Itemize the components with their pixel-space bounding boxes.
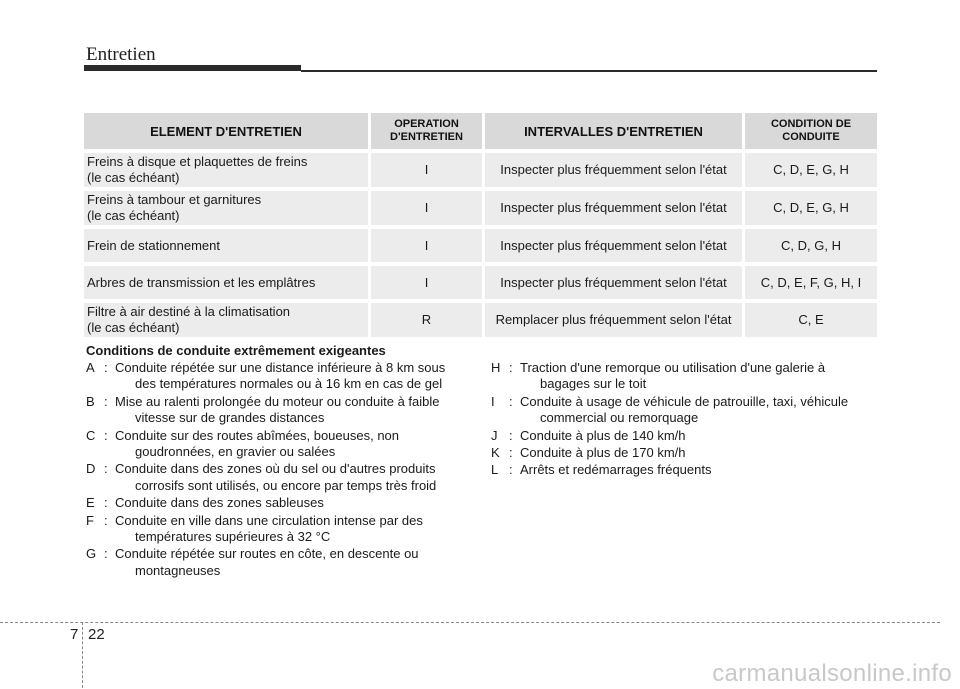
condition-line2: goudronnées, en gravier ou salées [135,444,336,460]
condition-item [86,495,491,511]
condition-colon: : [104,360,108,375]
table-row [84,262,877,299]
condition-text [115,360,491,393]
condition-item [491,394,881,427]
cell-element-line2: (le cas échéant) [87,320,180,335]
cell-element [84,149,371,187]
header-operation [371,113,485,149]
cell-element [84,299,371,337]
condition-letter: E [86,495,95,511]
condition-colon: : [104,495,108,511]
condition-colon: : [509,393,513,409]
header-bar-thick [84,65,301,71]
cell-condition: C, D, E, F, G, H, I [745,262,877,299]
cell-element-line2: (le cas échéant) [87,170,180,185]
condition-line2: températures supérieures à 32 °C [135,529,331,545]
header-element: ELEMENT D'ENTRETIEN [84,113,371,149]
condition-colon: : [509,427,513,443]
condition-letter: L [491,462,499,478]
cell-operation: R [371,299,485,337]
conditions-left-column [86,360,491,580]
cell-interval: Inspecter plus fréquemment selon l'état [485,187,745,225]
cell-operation: I [371,225,485,262]
condition-colon: : [509,462,513,478]
condition-text [115,513,491,546]
condition-letter: G [86,546,97,562]
condition-letter: K [491,445,500,461]
condition-line1: Conduite répétée sur une distance inférieure à 8 km sous [115,360,446,375]
condition-item [86,394,491,427]
condition-line2: commercial ou remorquage [540,410,699,426]
condition-item [86,360,491,393]
condition-item [491,360,881,393]
cell-operation: I [371,187,485,225]
condition-colon: : [104,512,108,528]
condition-line2: corrosifs sont utilisés, ou encore par temps très froid [135,477,437,493]
condition-line1: Mise au ralenti prolongée du moteur ou conduite à faible [115,393,440,409]
condition-line2: vitesse sur de grandes distances [135,410,325,426]
cell-element-line1: Freins à disque et plaquettes de freins [87,154,308,169]
condition-item [86,428,491,461]
condition-line1: Conduite dans des zones où du sel ou d'autres produits [115,461,436,477]
conditions-right-column [491,360,881,480]
table-row [84,299,877,337]
condition-letter: I [491,393,495,409]
condition-line1: Conduite à plus de 170 km/h [520,445,686,461]
cell-interval: Remplacer plus fréquemment selon l'état [485,299,745,337]
table-row [84,149,877,187]
cell-element-line1: Freins à tambour et garnitures [87,192,262,207]
cell-element-line2: (le cas échéant) [87,208,180,223]
header-condition-line1: CONDITION DE [770,118,852,130]
condition-text [115,495,491,511]
cell-operation: I [371,149,485,187]
condition-item [86,546,491,579]
chapter-number: 7 [70,626,79,643]
cell-condition: C, D, G, H [745,225,877,262]
footer-dashed-divider [82,622,83,688]
condition-letter: B [86,393,95,409]
cell-element [84,262,371,299]
page-number: 22 [88,626,105,643]
cell-condition: C, E [745,299,877,337]
condition-text [520,394,881,427]
condition-line2: bagages sur le toit [540,376,647,392]
condition-colon: : [509,360,513,375]
page-header-title: Entretien [86,44,156,65]
condition-letter: A [86,360,95,375]
condition-item [491,462,881,478]
condition-item [86,461,491,494]
condition-colon: : [104,427,108,443]
cell-element-line1: Filtre à air destiné à la climatisation [87,304,291,319]
condition-item [491,445,881,461]
header-bar-thin [301,70,877,72]
condition-text [520,462,881,478]
condition-colon: : [104,546,108,562]
condition-text [115,394,491,427]
condition-line1: Conduite en ville dans une circulation intense par des [115,512,423,528]
condition-letter: H [491,360,501,375]
header-operation-line1: OPERATION [394,118,459,130]
condition-line2: des températures normales ou à 16 km en cas de gel [135,376,443,392]
cell-condition: C, D, E, G, H [745,187,877,225]
cell-element-line1: Arbres de transmission et les emplâtres [87,274,316,290]
condition-letter: J [491,427,498,443]
header-condition [745,113,877,149]
table-row [84,225,877,262]
cell-interval: Inspecter plus fréquemment selon l'état [485,225,745,262]
conditions-title: Conditions de conduite extrêmement exigeantes [86,343,386,358]
condition-colon: : [509,445,513,461]
condition-line1: Conduite dans des zones sableuses [115,495,324,511]
condition-text [520,445,881,461]
condition-text [115,546,491,579]
condition-line1: Conduite répétée sur routes en côte, en descente ou [115,546,419,562]
table-row [84,187,877,225]
condition-line1: Traction d'une remorque ou utilisation d'une galerie à [520,360,826,375]
cell-element-line1: Frein de stationnement [87,237,220,253]
condition-line1: Conduite à plus de 140 km/h [520,427,686,443]
condition-item [491,428,881,444]
condition-line1: Conduite sur des routes abîmées, boueuses, non [115,427,400,443]
condition-text [520,428,881,444]
condition-line2: montagneuses [135,562,221,578]
condition-letter: D [86,461,96,477]
cell-interval: Inspecter plus fréquemment selon l'état [485,149,745,187]
header-condition-line2: CONDUITE [782,131,840,143]
cell-element [84,187,371,225]
condition-letter: C [86,427,96,443]
condition-line1: Arrêts et redémarrages fréquents [520,462,712,478]
cell-element [84,225,371,262]
maintenance-table [84,113,877,337]
condition-item [86,513,491,546]
cell-interval: Inspecter plus fréquemment selon l'état [485,262,745,299]
condition-text [115,461,491,494]
condition-colon: : [104,393,108,409]
condition-letter: F [86,512,94,528]
condition-text [115,428,491,461]
header-operation-line2: D'ENTRETIEN [390,131,463,143]
cell-condition: C, D, E, G, H [745,149,877,187]
header-intervals: INTERVALLES D'ENTRETIEN [485,113,745,149]
watermark: carmanualsonline.info [712,660,952,687]
condition-colon: : [104,461,108,477]
condition-line1: Conduite à usage de véhicule de patrouille, taxi, véhicule [520,393,849,409]
table-header-row [84,113,877,149]
cell-operation: I [371,262,485,299]
footer-dashed-rule [0,622,940,623]
condition-text [520,360,881,393]
